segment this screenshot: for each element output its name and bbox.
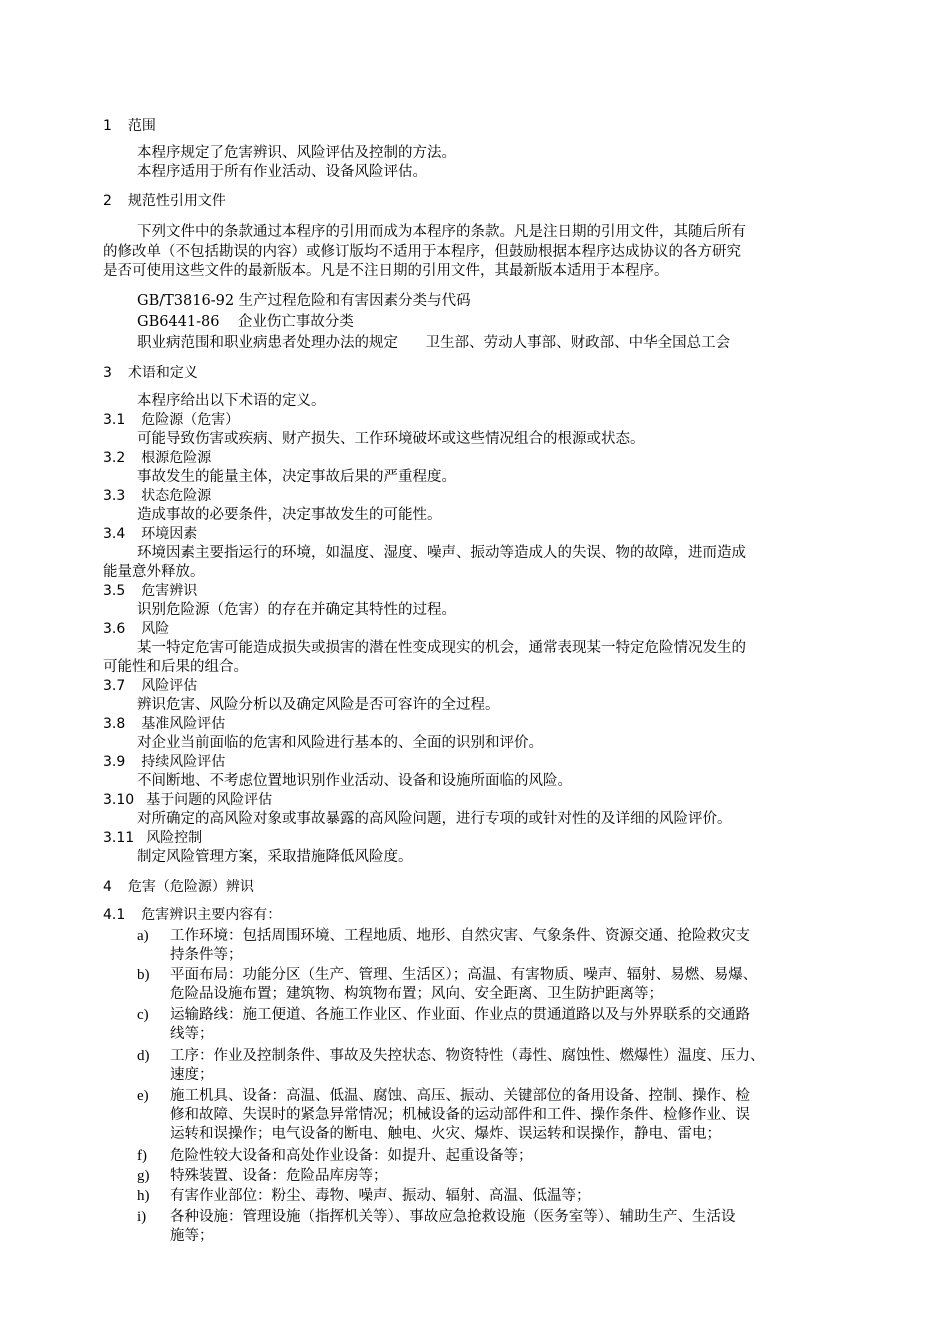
section-number: 3 [103,365,112,381]
list-item-label: g) [137,1168,150,1184]
section-heading-3 [103,364,198,382]
list-item-line: 速度； [170,1067,214,1083]
term-title: 风险控制 [146,830,203,846]
section-heading-2 [103,192,226,210]
term-heading [103,411,239,429]
term-title: 持续风险评估 [141,754,226,770]
term-title: 基准风险评估 [141,716,226,732]
list-item-line: 危险品设施布置；建筑物、构筑物布置；风向、安全距离、卫生防护距离等； [170,986,663,1002]
term-heading [103,620,169,638]
term-heading [103,753,225,771]
list-item-line: 运转和误操作；电气设备的断电、触电、火灾、爆炸、误运转和误操作，静电、雷电； [170,1126,721,1142]
paragraph-line: 本程序给出以下术语的定义。 [137,393,326,409]
list-item-line: 特殊装置、设备：危险品库房等； [170,1168,388,1184]
term-title: 危害辨识 [141,583,198,599]
list-item-label: h) [137,1188,150,1204]
term-number: 3.6 [103,621,126,637]
term-definition: 事故发生的能量主体，决定事故后果的严重程度。 [137,469,456,485]
term-heading [103,449,211,467]
term-number: 3.1 [103,412,126,428]
term-definition: 造成事故的必要条件，决定事故发生的可能性。 [137,507,442,523]
list-item-label: i) [137,1209,147,1225]
paragraph-line: 本程序规定了危害辨识、风险评估及控制的方法。 [137,145,456,161]
paragraph-line: 是否可使用这些文件的最新版本。凡是不注日期的引用文件，其最新版本适用于本程序。 [103,263,669,279]
list-item-label: b) [137,967,150,983]
term-number: 3.8 [103,716,126,732]
term-definition: 不间断地、不考虑位置地识别作业活动、设备和设施所面临的风险。 [137,773,572,789]
section-number: 1 [103,118,112,134]
term-definition: 可能性和后果的组合。 [103,659,248,675]
section-number: 4 [103,879,112,895]
section-title: 范围 [127,118,156,134]
list-item-line: 工作环境：包括周围环境、工程地质、地形、自然灾害、气象条件、资源交通、抢险救灾支 [170,928,750,944]
term-title: 风险评估 [141,678,198,694]
term-heading [103,791,272,809]
term-number: 3.2 [103,450,126,466]
term-title: 危险源（危害） [141,412,240,428]
list-item-line: 线等； [170,1026,214,1042]
term-definition: 可能导致伤害或疾病、财产损失、工作环境破坏或这些情况组合的根源或状态。 [137,431,645,447]
list-item-label: a) [137,928,149,944]
list-item-line: 施工机具、设备：高温、低温、腐蚀、高压、振动、关键部位的备用设备、控制、操作、检 [170,1088,750,1104]
list-item-line: 有害作业部位：粉尘、毒物、噪声、振动、辐射、高温、低温等； [170,1188,591,1204]
term-title: 状态危险源 [141,488,212,504]
reference-line: GB6441-86 企业伤亡事故分类 [137,314,354,330]
section-title: 危害（危险源）辨识 [127,879,254,895]
list-item-line: 修和故障、失误时的紧急异常情况；机械设备的运动部件和工件、操作条件、检修作业、误 [170,1107,750,1123]
section-heading-1 [103,117,156,135]
term-definition: 对所确定的高风险对象或事故暴露的高风险问题，进行专项的或针对性的及详细的风险评价。 [137,811,732,827]
term-number: 3.5 [103,583,126,599]
subsection-number: 4.1 [103,907,126,923]
term-heading [103,715,225,733]
list-item-line: 工序：作业及控制条件、事故及失控状态、物资特性（毒性、腐蚀性、燃爆性）温度、压力、 [170,1048,765,1064]
list-item-line: 运输路线：施工便道、各施工作业区、作业面、作业点的贯通道路以及与外界联系的交通路 [170,1007,750,1023]
term-definition: 辨识危害、风险分析以及确定风险是否可容许的全过程。 [137,697,500,713]
list-item-line: 各种设施：管理设施（指挥机关等）、事故应急抢救设施（医务室等）、辅助生产、生活设 [170,1209,736,1225]
reference-line: GB/T3816-92 生产过程危险和有害因素分类与代码 [137,293,471,309]
term-definition: 环境因素主要指运行的环境，如温度、湿度、噪声、振动等造成人的失误、物的故障，进而造成 [137,545,746,561]
term-number: 3.4 [103,526,126,542]
list-item-line: 持条件等； [170,947,243,963]
list-item-line: 危险性较大设备和高处作业设备：如提升、起重设备等； [170,1148,533,1164]
term-title: 基于问题的风险评估 [146,792,273,808]
paragraph-line: 的修改单（不包括勘误的内容）或修订版均不适用于本程序，但鼓励根据本程序达成协议的各方研究 [103,244,741,260]
section-title: 规范性引用文件 [127,193,226,209]
list-item-label: e) [137,1088,149,1104]
reference-line: 职业病范围和职业病患者处理办法的规定 卫生部、劳动人事部、财政部、中华全国总工会 [137,335,731,351]
section-title: 术语和定义 [127,365,198,381]
section-number: 2 [103,193,112,209]
term-title: 环境因素 [141,526,198,542]
term-heading [103,582,197,600]
list-item-label: c) [137,1007,149,1023]
section-heading-4 [103,878,254,896]
term-heading [103,829,202,847]
term-number: 3.10 [103,792,135,808]
paragraph-line: 本程序适用于所有作业活动、设备风险评估。 [137,164,427,180]
list-item-label: f) [137,1148,147,1164]
term-definition: 识别危险源（危害）的存在并确定其特性的过程。 [137,602,456,618]
term-number: 3.3 [103,488,126,504]
list-item-line: 施等； [170,1228,214,1244]
paragraph-line: 下列文件中的条款通过本程序的引用而成为本程序的条款。凡是注日期的引用文件，其随后所有 [137,224,746,240]
subsection-heading [103,906,281,924]
term-definition: 某一特定危害可能造成损失或损害的潜在性变成现实的机会，通常表现某一特定危险情况发生的 [137,640,746,656]
subsection-title: 危害辨识主要内容有： [141,907,282,923]
term-heading [103,487,211,505]
term-number: 3.9 [103,754,126,770]
term-definition: 对企业当前面临的危害和风险进行基本的、全面的识别和评价。 [137,735,543,751]
term-definition: 能量意外释放。 [103,564,205,580]
term-heading [103,525,197,543]
list-item-line: 平面布局：功能分区（生产、管理、生活区）；高温、有害物质、噪声、辐射、易燃、易爆、 [170,967,758,983]
term-title: 根源危险源 [141,450,212,466]
term-heading [103,677,197,695]
term-title: 风险 [141,621,170,637]
term-number: 3.11 [103,830,135,846]
term-definition: 制定风险管理方案，采取措施降低风险度。 [137,849,413,865]
list-item-label: d) [137,1048,150,1064]
term-number: 3.7 [103,678,126,694]
